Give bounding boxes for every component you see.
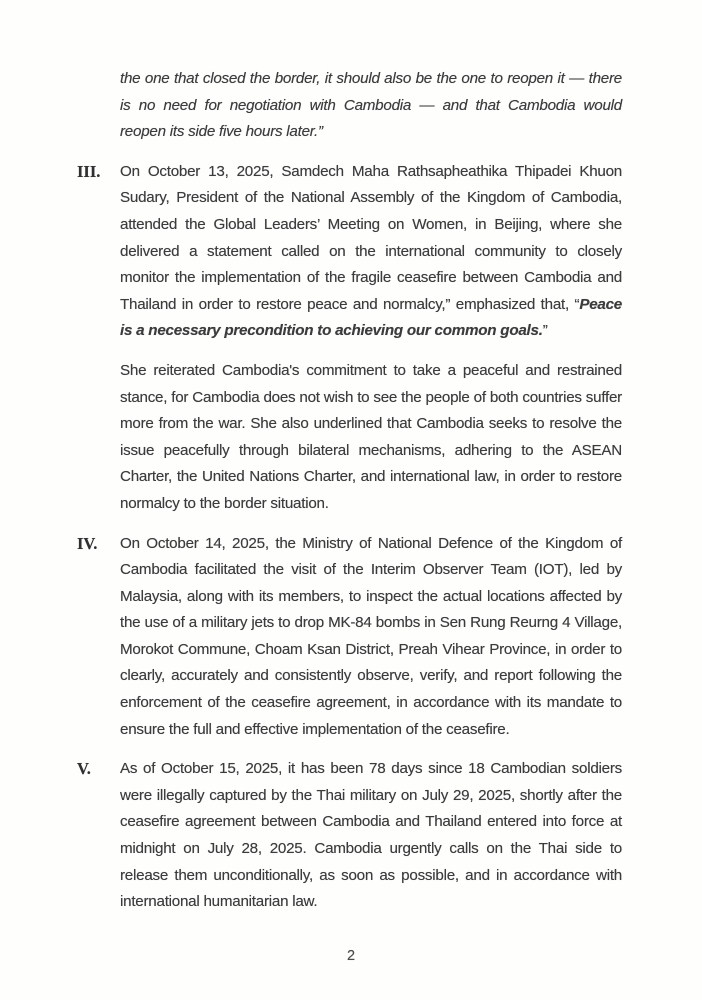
document-body (77, 66, 622, 929)
section-v-paragraph: As of October 15, 2025, it has been 78 days since 18 Cambodian soldiers were illegally captured by the Thai military on July 29, 2025, shortly after the ceasefire agreement between Cambodia and Thailand entered into force at midnight on July 28, 2025. Cambodia urgently calls on the Thai side to release them unconditionally, as soon as possible, and in accordance with international humanitarian law. (120, 760, 622, 911)
quote-continuation-paragraph: the one that closed the border, it should also be the one to reopen it — there is no need for negotiation with Cambodia — and that Cambodia would reopen its side five hours later.” (120, 70, 622, 141)
section-iv (77, 531, 622, 744)
section-iii (77, 159, 622, 518)
section-iv-paragraph: On October 14, 2025, the Ministry of National Defence of the Kingdom of Cambodia facilitated the visit of the Interim Observer Team (IOT), led by Malaysia, along with its members, to inspect the actual locations affected by the use of a military jets to drop MK-84 bombs in Sen Rung Reurng 4 Village, Morokot Commune, Choam Ksan District, Preah Vihear Province, in order to clearly, accurately and consistently observe, verify, and report following the enforcement of the ceasefire agreement, in accordance with its mandate to ensure the full and effective implementation of the ceasefire. (120, 534, 622, 738)
section-iii-text-lead: On October 13, 2025, Samdech Maha Rathsapheathika Thipadei Khuon Sudary, President of the National Assembly of the Kingdom of Cambodia, attended the Global Leaders’ Meeting on Women, in Beijing, where she delivered a statement called on the international community to closely monitor the implementation of the fragile ceasefire between Cambodia and Thailand in order to restore peace and normalcy,” emphasized that, “ (120, 162, 622, 313)
section-iii-subparagraph: She reiterated Cambodia's commitment to take a peaceful and restrained stance, for Cambodia does not wish to see the people of both countries suffer more from the war. She also underlined that Cambodia seeks to resolve the issue peacefully through bilateral mechanisms, adhering to the ASEAN Charter, the United Nations Charter, and international law, in order to restore normalcy to the border situation. (120, 361, 622, 512)
section-iii-text-trail: ” (542, 322, 548, 340)
section-iii-paragraph (120, 159, 622, 345)
page-number: 2 (346, 948, 356, 964)
section-iii-quote-emphasis: Peace is a necessary precondition to achieving our common goals. (120, 295, 622, 340)
section-iv-numeral: IV. (77, 533, 98, 553)
section-iii-numeral: III. (77, 161, 101, 181)
section-v-numeral: V. (77, 759, 91, 779)
section-v (77, 756, 622, 916)
